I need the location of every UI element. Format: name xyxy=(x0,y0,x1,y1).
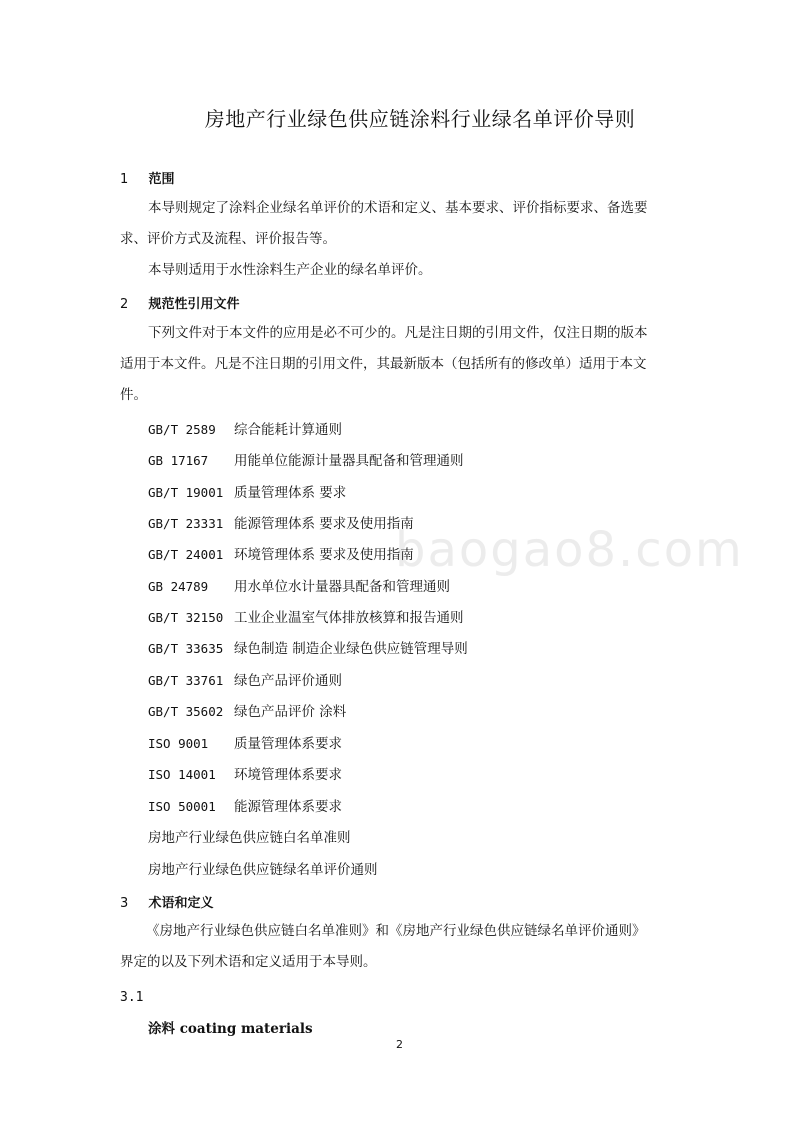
paragraph-line: 适用于本文件。凡是不注日期的引用文件，其最新版本（包括所有的修改单）适用于本文 xyxy=(120,356,647,372)
reference-item xyxy=(148,575,450,595)
reference-name: 环境管理体系要求 xyxy=(234,767,342,783)
subsection-number: 3.1 xyxy=(120,990,144,1005)
reference-item xyxy=(148,700,346,720)
reference-name: 质量管理体系要求 xyxy=(234,736,342,752)
reference-name: 能源管理体系要求 xyxy=(234,799,342,815)
paragraph-line: 下列文件对于本文件的应用是必不可少的。凡是注日期的引用文件，仅注日期的版本 xyxy=(148,325,648,341)
document-title: 房地产行业绿色供应链涂料行业绿名单评价导则 xyxy=(204,107,636,131)
reference-item xyxy=(148,449,464,469)
reference-name: 环境管理体系 要求及使用指南 xyxy=(234,547,414,563)
reference-item xyxy=(148,795,342,815)
reference-name: 工业企业温室气体排放核算和报告通则 xyxy=(234,610,464,626)
section-number: 3 xyxy=(120,896,129,911)
section-title: 术语和定义 xyxy=(148,896,214,911)
reference-item xyxy=(148,543,414,563)
paragraph-line: 本导则适用于水性涂料生产企业的绿名单评价。 xyxy=(148,262,432,278)
paragraph-line: 本导则规定了涂料企业绿名单评价的术语和定义、基本要求、评价指标要求、备选要 xyxy=(148,200,648,216)
reference-item: 房地产行业绿色供应链绿名单评价通则 xyxy=(148,862,378,878)
reference-item xyxy=(148,481,346,501)
reference-code: GB/T 33635 xyxy=(148,641,224,656)
reference-code: GB/T 32150 xyxy=(148,610,224,625)
reference-name: 绿色制造 制造企业绿色供应链管理导则 xyxy=(234,641,468,657)
reference-code: GB/T 35602 xyxy=(148,704,224,719)
reference-code: GB 24789 xyxy=(148,579,209,594)
reference-item xyxy=(148,669,342,689)
reference-code: ISO 9001 xyxy=(148,736,209,751)
reference-name: 用能单位能源计量器具配备和管理通则 xyxy=(234,453,464,469)
reference-item xyxy=(148,637,468,657)
section-3-heading xyxy=(120,892,214,911)
reference-name: 绿色产品评价 涂料 xyxy=(234,704,347,720)
reference-code: GB/T 33761 xyxy=(148,673,224,688)
reference-name: 质量管理体系 要求 xyxy=(234,485,347,501)
reference-code: ISO 50001 xyxy=(148,799,216,814)
reference-item: 房地产行业绿色供应链白名单准则 xyxy=(148,830,351,846)
paragraph-line: 界定的以及下列术语和定义适用于本导则。 xyxy=(120,954,377,970)
reference-item xyxy=(148,606,464,626)
reference-code: GB/T 2589 xyxy=(148,422,216,437)
page-number: 2 xyxy=(396,1038,403,1051)
section-title: 规范性引用文件 xyxy=(148,297,240,312)
section-2-heading xyxy=(120,293,240,312)
term-heading: 涂料 coating materials xyxy=(148,1021,313,1037)
reference-name: 能源管理体系 要求及使用指南 xyxy=(234,516,414,532)
section-title: 范围 xyxy=(148,172,175,187)
reference-item xyxy=(148,763,342,783)
reference-item xyxy=(148,732,342,752)
reference-item xyxy=(148,418,342,438)
section-number: 2 xyxy=(120,297,129,312)
reference-code: GB 17167 xyxy=(148,453,209,468)
reference-code: GB/T 19001 xyxy=(148,485,224,500)
reference-code: GB/T 23331 xyxy=(148,516,224,531)
reference-code: GB/T 24001 xyxy=(148,547,224,562)
reference-name: 绿色产品评价通则 xyxy=(234,673,342,689)
section-1-heading xyxy=(120,168,175,187)
watermark: baogao8.com xyxy=(395,522,744,578)
paragraph-line: 《房地产行业绿色供应链白名单准则》和《房地产行业绿色供应链绿名单评价通则》 xyxy=(146,923,646,939)
reference-name: 综合能耗计算通则 xyxy=(234,422,342,438)
paragraph-line: 求、评价方式及流程、评价报告等。 xyxy=(120,231,336,247)
section-number: 1 xyxy=(120,172,129,187)
reference-item xyxy=(148,512,414,532)
reference-name: 用水单位水计量器具配备和管理通则 xyxy=(234,579,450,595)
paragraph-line: 件。 xyxy=(120,387,147,403)
reference-code: ISO 14001 xyxy=(148,767,216,782)
